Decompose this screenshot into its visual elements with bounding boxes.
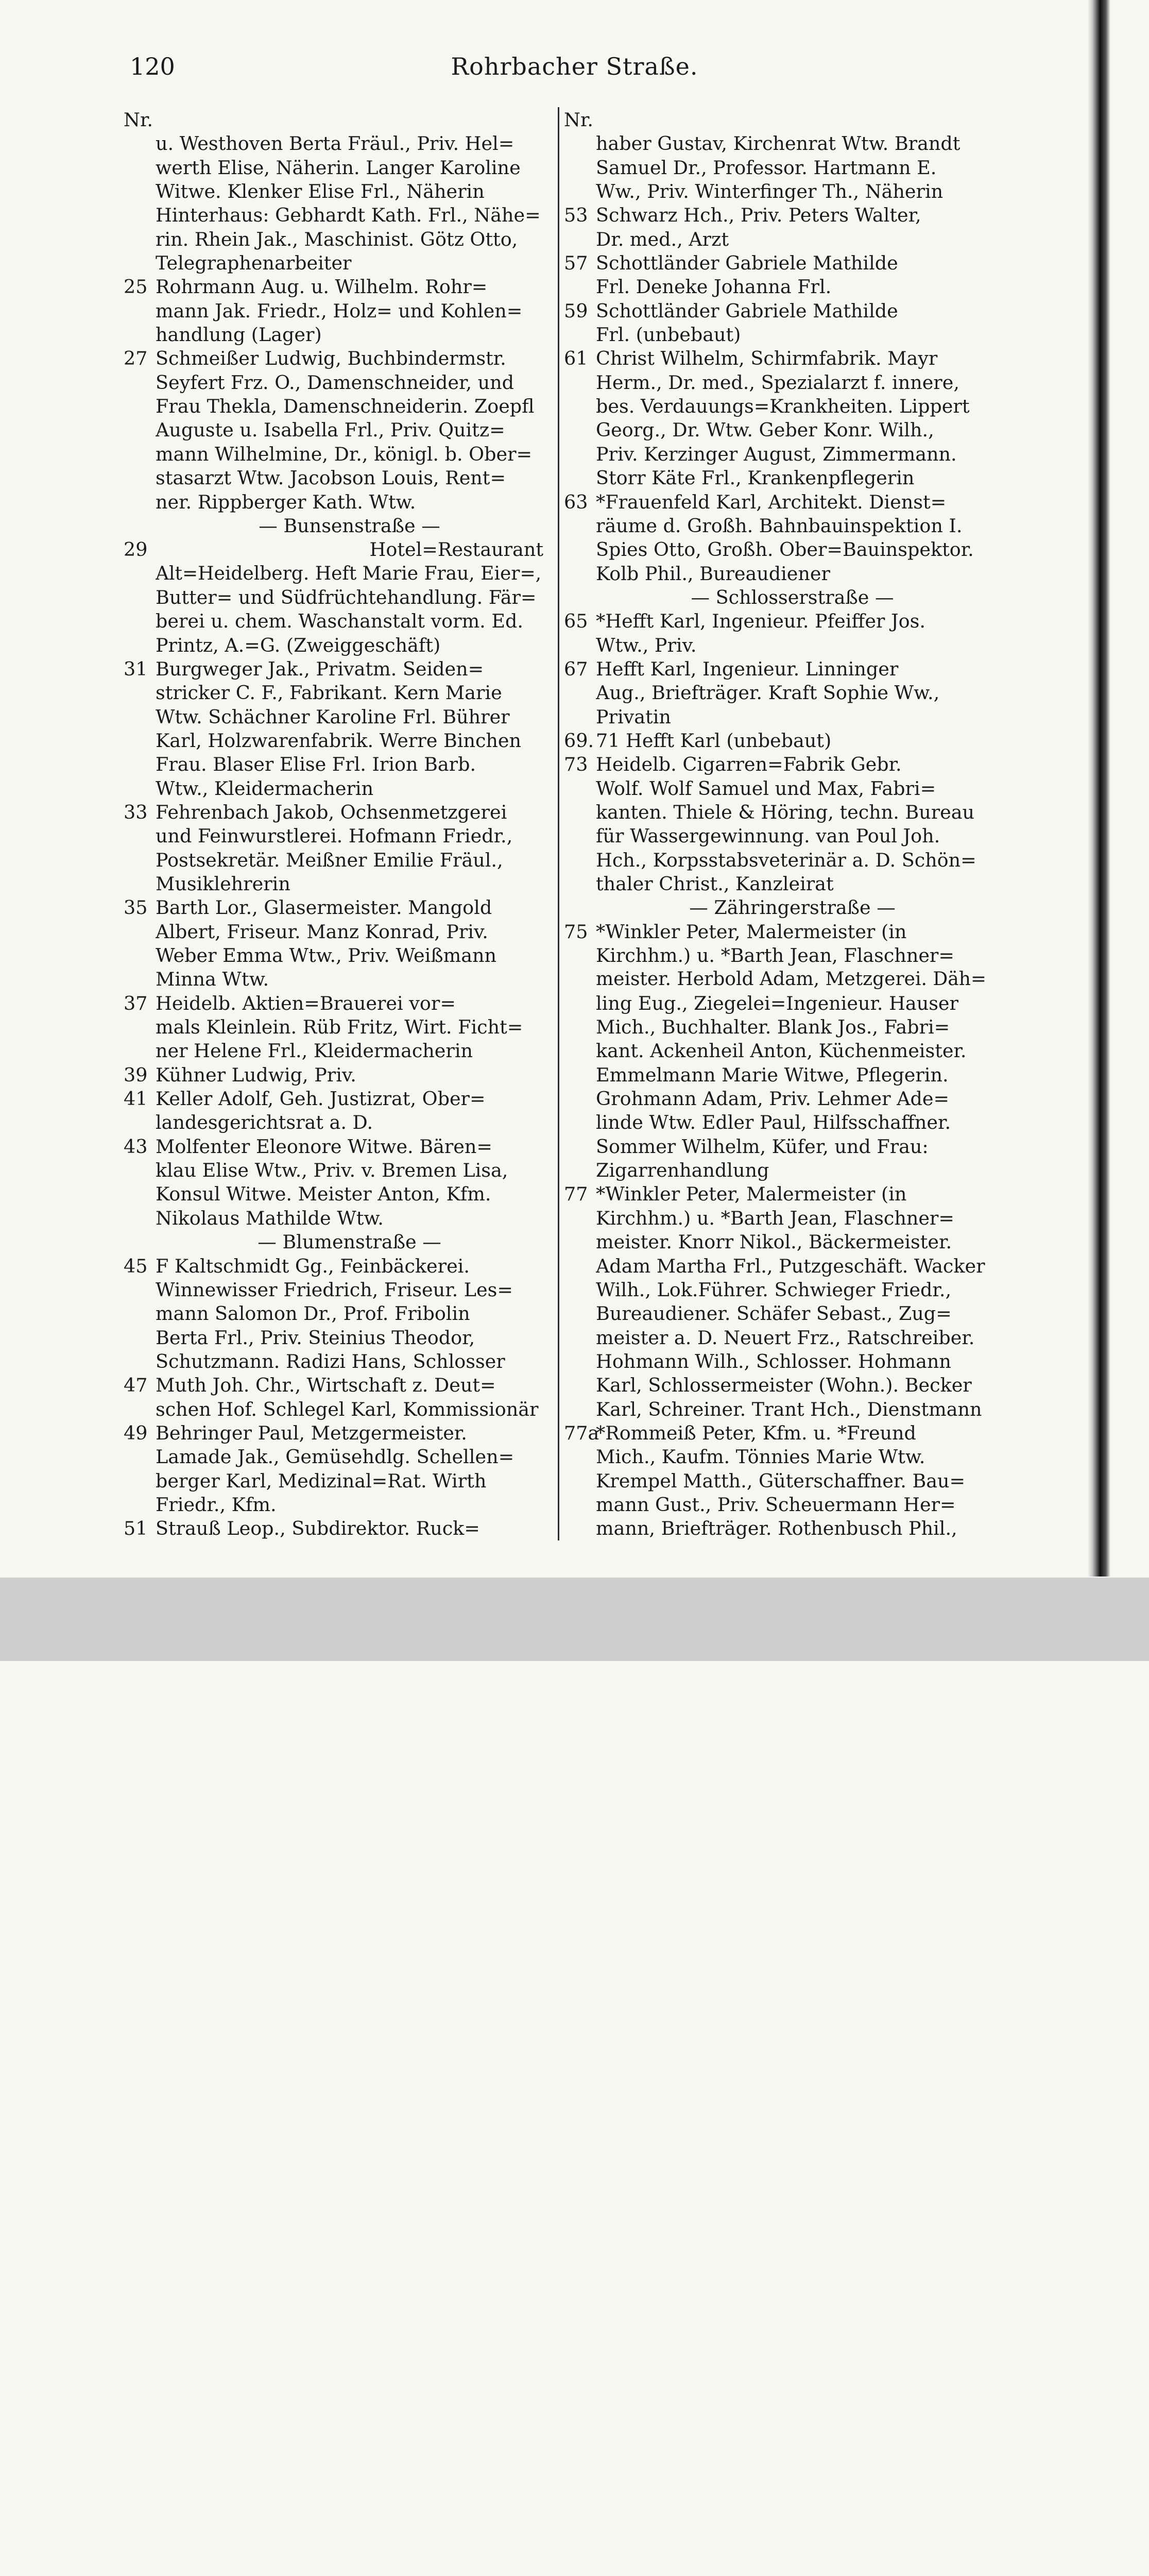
entry-text: Frau. Blaser Elise Frl. Irion Barb. <box>156 753 476 776</box>
entry-line <box>564 538 989 562</box>
entry-text: Postsekretär. Meißner Emilie Fräul., <box>156 849 503 871</box>
entry-text: mann Salomon Dr., Prof. Fribolin <box>156 1302 470 1325</box>
entry-line <box>124 753 543 776</box>
entry-line <box>564 1255 989 1278</box>
entry-text: Spies Otto, Großh. Ober=Bauinspektor. <box>596 538 974 561</box>
entry-line <box>564 1015 989 1039</box>
entry-text: Hohmann Wilh., Schlosser. Hohmann <box>596 1350 951 1372</box>
entry-line <box>564 204 989 227</box>
entry-text: bes. Verdauungs=Krankheiten. Lippert <box>596 395 970 418</box>
entry-line <box>124 681 543 705</box>
entry-line <box>124 777 543 801</box>
entry-text: — Zähringerstraße — <box>689 896 896 919</box>
entry-text: kanten. Thiele & Höring, techn. Bureau <box>596 801 975 823</box>
entry-line <box>124 609 543 633</box>
entry-text: stricker C. F., Fabrikant. Kern Marie <box>156 682 502 704</box>
entry-text: — Bunsenstraße — <box>259 514 440 537</box>
house-number: 63 <box>564 490 588 513</box>
entry-text: und Feinwurstlerei. Hofmann Friedr., <box>156 825 513 848</box>
entry-line <box>564 1398 989 1421</box>
street-heading <box>564 586 989 609</box>
entry-line <box>124 586 543 609</box>
entry-text: Dr. med., Arzt <box>596 228 729 250</box>
entry-text: Keller Adolf, Geh. Justizrat, Ober= <box>156 1088 486 1110</box>
entry-line <box>564 443 989 466</box>
entry-line <box>564 968 989 991</box>
entry-line <box>124 920 543 944</box>
entry-text: schen Hof. Schlegel Karl, Kommissionär <box>156 1398 539 1420</box>
entry-text: Samuel Dr., Professor. Hartmann E. <box>596 156 937 179</box>
house-number: 25 <box>124 276 148 298</box>
entry-line <box>564 132 989 156</box>
entry-text: Nikolaus Mathilde Wtw. <box>156 1207 384 1229</box>
entry-line <box>124 1302 543 1326</box>
entry-text: Schwarz Hch., Priv. Peters Walter, <box>596 204 921 227</box>
entry-line <box>564 872 989 896</box>
house-number: 47 <box>124 1374 148 1397</box>
entry-text: berei u. chem. Waschanstalt vorm. Ed. <box>156 610 523 633</box>
entry-text: *Winkler Peter, Malermeister (in <box>596 920 907 943</box>
entry-line <box>124 824 543 848</box>
entry-line <box>124 944 543 968</box>
entry-line <box>564 1445 989 1469</box>
footer-bar <box>0 1578 1149 1661</box>
entry-text: Behringer Paul, Metzgermeister. <box>156 1421 467 1444</box>
entry-text: Kirchhm.) u. *Barth Jean, Flaschner= <box>596 944 954 967</box>
entry-text: Schottländer Gabriele Mathilde <box>596 299 898 322</box>
street-heading <box>124 514 543 538</box>
entry-line <box>124 1445 543 1469</box>
entry-text: Berta Frl., Priv. Steinius Theodor, <box>156 1326 475 1349</box>
entry-text: Sommer Wilhelm, Küfer, und Frau: <box>596 1135 929 1158</box>
entry-text: ner. Rippberger Kath. Wtw. <box>156 490 416 513</box>
entry-text: *Rommeiß Peter, Kfm. u. *Freund <box>596 1421 916 1444</box>
entry-text: 71 Hefft Karl (unbebaut) <box>596 729 832 752</box>
entry-line <box>564 634 989 657</box>
entry-text: Grohmann Adam, Priv. Lehmer Ade= <box>596 1088 950 1110</box>
entry-line <box>124 872 543 896</box>
entry-text: mann, Briefträger. Rothenbusch Phil., <box>596 1517 957 1540</box>
entry-line <box>564 395 989 418</box>
entry-text: berger Karl, Medizinal=Rat. Wirth <box>156 1469 487 1492</box>
house-number: 77 <box>564 1183 588 1206</box>
entry-line <box>124 347 543 370</box>
entry-line <box>564 466 989 490</box>
entry-text: Krempel Matth., Güterschaffner. Bau= <box>596 1469 966 1492</box>
entry-text: Konsul Witwe. Meister Anton, Kfm. <box>156 1183 491 1206</box>
entry-text: F Kaltschmidt Gg., Feinbäckerei. <box>156 1255 470 1277</box>
entry-line <box>124 132 543 156</box>
entry-line <box>564 1517 989 1540</box>
entry-line <box>564 729 989 753</box>
house-number: 39 <box>124 1063 148 1086</box>
entry-text: *Frauenfeld Karl, Architekt. Dienst= <box>596 490 947 513</box>
house-number: 31 <box>124 657 148 680</box>
entry-line <box>564 1493 989 1517</box>
entry-line <box>124 418 543 442</box>
entry-text: Butter= und Südfrüchtehandlung. Fär= <box>156 586 537 608</box>
entry-text: kant. Ackenheil Anton, Küchenmeister. <box>596 1040 967 1062</box>
entry-line <box>124 275 543 299</box>
entry-line <box>124 1182 543 1206</box>
entry-line <box>564 777 989 801</box>
entry-line <box>564 1469 989 1493</box>
entry-line <box>124 657 543 681</box>
entry-text: Strauß Leop., Subdirektor. Ruck= <box>156 1517 480 1540</box>
entry-line <box>564 1421 989 1445</box>
entry-line <box>124 1135 543 1159</box>
house-number: Nr. <box>564 109 593 131</box>
page-number: 120 <box>130 53 175 80</box>
entry-text: ner Helene Frl., Kleidermacherin <box>156 1040 473 1062</box>
entry-text: Lamade Jak., Gemüsehdlg. Schellen= <box>156 1446 515 1468</box>
entry-text: Kirchhm.) u. *Barth Jean, Flaschner= <box>596 1207 954 1229</box>
entry-text: Rohrmann Aug. u. Wilhelm. Rohr= <box>156 276 488 298</box>
entry-text: Hinterhaus: Gebhardt Kath. Frl., Nähe= <box>156 204 541 227</box>
entry-line <box>124 443 543 466</box>
entry-line <box>124 705 543 729</box>
entry-line <box>124 180 543 204</box>
entry-line <box>564 681 989 705</box>
house-number: 49 <box>124 1421 148 1444</box>
entry-text: Kühner Ludwig, Priv. <box>156 1063 356 1086</box>
house-number: 29 <box>124 538 148 561</box>
entry-line <box>564 944 989 968</box>
entry-line <box>564 1111 989 1134</box>
entry-line <box>564 562 989 586</box>
entry-line <box>564 1278 989 1302</box>
entry-text: linde Wtw. Edler Paul, Hilfsschaffner. <box>596 1111 951 1134</box>
entry-line <box>124 1350 543 1374</box>
entry-line <box>564 180 989 204</box>
entry-text: Musiklehrerin <box>156 873 290 895</box>
entry-text: Karl, Holzwarenfabrik. Werre Binchen <box>156 729 522 752</box>
scan-edge-shadow <box>1088 0 1110 1577</box>
entry-line <box>564 108 989 132</box>
entry-line <box>124 896 543 920</box>
entry-text: Auguste u. Isabella Frl., Priv. Quitz= <box>156 419 505 442</box>
entry-line <box>564 228 989 251</box>
entry-line <box>564 156 989 180</box>
entry-line <box>124 204 543 227</box>
entry-line <box>124 323 543 347</box>
house-number: 51 <box>124 1517 148 1540</box>
house-number: 75 <box>564 920 588 943</box>
house-number: 59 <box>564 299 588 322</box>
entry-text: haber Gustav, Kirchenrat Wtw. Brandt <box>596 132 961 155</box>
house-number: 53 <box>564 204 588 227</box>
entry-text: Fehrenbach Jakob, Ochsenmetzgerei <box>156 801 507 823</box>
entry-line <box>564 753 989 776</box>
entry-text: Bureaudiener. Schäfer Sebast., Zug= <box>596 1302 952 1325</box>
entry-line <box>564 1159 989 1182</box>
entry-line <box>564 1135 989 1159</box>
entry-line <box>124 1469 543 1493</box>
entry-text: mals Kleinlein. Rüb Fritz, Wirt. Ficht= <box>156 1016 523 1039</box>
entry-text: mann Gust., Priv. Scheuermann Her= <box>596 1493 956 1516</box>
entry-text: Schmeißer Ludwig, Buchbindermstr. <box>156 347 506 370</box>
entry-line <box>124 634 543 657</box>
entry-text: Kolb Phil., Bureaudiener <box>596 562 830 585</box>
house-number: 67 <box>564 657 588 680</box>
entry-line <box>124 466 543 490</box>
entry-line <box>564 657 989 681</box>
entry-text: u. Westhoven Berta Fräul., Priv. Hel= <box>156 132 515 155</box>
street-heading <box>124 1230 543 1254</box>
entry-line <box>124 395 543 418</box>
house-number: 27 <box>124 347 148 370</box>
entry-text: mann Wilhelmine, Dr., königl. b. Ober= <box>156 443 533 465</box>
entry-line <box>564 418 989 442</box>
house-number: 73 <box>564 753 588 776</box>
entry-line <box>124 1255 543 1278</box>
entry-text: meister. Herbold Adam, Metzgerei. Däh= <box>596 969 987 990</box>
entry-text: thaler Christ., Kanzleirat <box>596 873 834 895</box>
entry-line <box>124 562 543 586</box>
entry-line <box>564 514 989 538</box>
entry-line <box>124 1087 543 1111</box>
entry-line <box>124 1493 543 1517</box>
entry-line <box>124 801 543 824</box>
house-number: 45 <box>124 1255 148 1277</box>
entry-text: Wolf. Wolf Samuel und Max, Fabri= <box>596 777 936 800</box>
entry-text: Schottländer Gabriele Mathilde <box>596 252 898 275</box>
entry-line <box>564 824 989 848</box>
entry-line <box>124 1111 543 1134</box>
entry-line <box>564 1063 989 1087</box>
entry-text: Mich., Kaufm. Tönnies Marie Wtw. <box>596 1446 925 1468</box>
entry-text: Frl. Deneke Johanna Frl. <box>596 276 832 298</box>
entry-text: Hefft Karl, Ingenieur. Linninger <box>596 657 899 680</box>
house-number: 37 <box>124 992 148 1014</box>
entry-line <box>564 609 989 633</box>
house-number: 61 <box>564 347 588 370</box>
entry-line <box>124 156 543 180</box>
entry-text: werth Elise, Näherin. Langer Karoline <box>156 156 521 179</box>
entry-text: Wtw., Priv. <box>596 634 697 656</box>
house-number: 33 <box>124 801 148 823</box>
house-number: 43 <box>124 1135 148 1158</box>
entry-text: *Winkler Peter, Malermeister (in <box>596 1183 907 1206</box>
entry-line <box>124 1517 543 1540</box>
entry-text: Hotel=Restaurant <box>369 538 543 561</box>
entry-line <box>564 1039 989 1063</box>
entry-text: Emmelmann Marie Witwe, Pflegerin. <box>596 1063 949 1086</box>
entry-line <box>124 228 543 251</box>
entry-text: Aug., Briefträger. Kraft Sophie Ww., <box>596 682 940 704</box>
entry-line <box>124 1421 543 1445</box>
entry-line <box>124 299 543 323</box>
entry-text: handlung (Lager) <box>156 324 322 346</box>
entry-line <box>124 992 543 1015</box>
entry-line <box>564 1207 989 1230</box>
column-divider <box>558 107 559 1540</box>
entry-text: — Blumenstraße — <box>258 1231 441 1253</box>
entry-text: Telegraphenarbeiter <box>156 252 352 275</box>
house-number: 77a <box>564 1421 599 1444</box>
entry-text: Friedr., Kfm. <box>156 1493 277 1516</box>
entry-text: Heidelb. Cigarren=Fabrik Gebr. <box>596 753 902 776</box>
entry-text: Karl, Schlossermeister (Wohn.). Becker <box>596 1374 972 1397</box>
street-heading <box>564 896 989 920</box>
entry-text: — Schlosserstraße — <box>691 586 894 608</box>
entry-text: Storr Käte Frl., Krankenpflegerin <box>596 467 915 489</box>
entry-line <box>124 1159 543 1182</box>
page-title: Rohrbacher Straße. <box>451 53 698 80</box>
entry-line <box>124 490 543 514</box>
entry-line <box>124 1374 543 1397</box>
entry-line <box>124 538 543 562</box>
entry-line <box>124 1207 543 1230</box>
entry-text: Molfenter Eleonore Witwe. Bären= <box>156 1135 492 1158</box>
entry-text: Christ Wilhelm, Schirmfabrik. Mayr <box>596 347 938 370</box>
entry-line <box>564 1374 989 1397</box>
entry-text: mann Jak. Friedr., Holz= und Kohlen= <box>156 299 523 322</box>
entry-text: Barth Lor., Glasermeister. Mangold <box>156 896 492 919</box>
entry-line <box>124 251 543 275</box>
entry-line <box>564 299 989 323</box>
entry-text: rin. Rhein Jak., Maschinist. Götz Otto, <box>156 228 518 250</box>
entry-text: Ww., Priv. Winterfinger Th., Näherin <box>596 180 944 203</box>
entry-text: Winnewisser Friedrich, Friseur. Les= <box>156 1278 513 1301</box>
entry-text: Seyfert Frz. O., Damenschneider, und <box>156 371 515 394</box>
entry-text: Zigarrenhandlung <box>596 1159 769 1182</box>
entry-text: Wtw. Schächner Karoline Frl. Bührer <box>156 705 510 728</box>
entry-line <box>124 1063 543 1087</box>
entry-text: Wtw., Kleidermacherin <box>156 777 374 800</box>
entry-line <box>124 968 543 991</box>
entry-text: Schutzmann. Radizi Hans, Schlosser <box>156 1350 505 1372</box>
entry-text: Frl. (unbebaut) <box>596 324 741 346</box>
entry-line <box>564 1326 989 1350</box>
entry-text: Priv. Kerzinger August, Zimmermann. <box>596 443 957 465</box>
entry-line <box>564 371 989 395</box>
right-column <box>564 108 989 1541</box>
house-number: 57 <box>564 252 588 275</box>
entry-line <box>124 1039 543 1063</box>
entry-line <box>564 275 989 299</box>
entry-line <box>564 920 989 944</box>
house-number: 69. <box>564 729 594 752</box>
entry-line <box>124 1326 543 1350</box>
entry-text: Herm., Dr. med., Spezialarzt f. innere, <box>596 371 959 394</box>
entry-text: Mich., Buchhalter. Blank Jos., Fabri= <box>596 1016 950 1039</box>
entry-text: Albert, Friseur. Manz Konrad, Priv. <box>156 920 488 943</box>
house-number: 35 <box>124 896 148 919</box>
entry-line <box>564 705 989 729</box>
entry-text: Printz, A.=G. (Zweiggeschäft) <box>156 634 441 656</box>
entry-line <box>564 992 989 1015</box>
entry-line <box>564 347 989 370</box>
entry-line <box>564 1230 989 1254</box>
entry-line <box>124 1278 543 1302</box>
entry-line <box>564 1182 989 1206</box>
entry-text: klau Elise Wtw., Priv. v. Bremen Lisa, <box>156 1159 508 1182</box>
entry-text: landesgerichtsrat a. D. <box>156 1111 373 1134</box>
entry-text: Karl, Schreiner. Trant Hch., Dienstmann <box>596 1398 982 1420</box>
entry-text: räume d. Großh. Bahnbauinspektion I. <box>596 514 963 537</box>
entry-text: stasarzt Wtw. Jacobson Louis, Rent= <box>156 467 506 489</box>
entry-line <box>564 490 989 514</box>
entry-line <box>124 1398 543 1421</box>
entry-text: Hch., Korpsstabsveterinär a. D. Schön= <box>596 849 976 871</box>
entry-line <box>564 1350 989 1374</box>
entry-text: Witwe. Klenker Elise Frl., Näherin <box>156 180 485 203</box>
left-column <box>124 108 543 1541</box>
entry-line <box>124 729 543 753</box>
entry-text: meister a. D. Neuert Frz., Ratschreiber. <box>596 1326 975 1349</box>
entry-line <box>564 801 989 824</box>
entry-text: ling Eug., Ziegelei=Ingenieur. Hauser <box>596 992 958 1014</box>
entry-line <box>564 849 989 872</box>
entry-text: Weber Emma Wtw., Priv. Weißmann <box>156 944 497 967</box>
entry-line <box>124 108 543 132</box>
entry-line <box>124 849 543 872</box>
entry-text: Alt=Heidelberg. Heft Marie Frau, Eier=, <box>156 563 542 584</box>
entry-line <box>124 371 543 395</box>
entry-text: Minna Wtw. <box>156 968 269 991</box>
house-number: Nr. <box>124 109 153 131</box>
entry-text: Adam Martha Frl., Putzgeschäft. Wacker <box>596 1255 985 1277</box>
entry-text: Georg., Dr. Wtw. Geber Konr. Wilh., <box>596 419 934 442</box>
house-number: 41 <box>124 1088 148 1110</box>
entry-line <box>564 323 989 347</box>
entry-text: Heidelb. Aktien=Brauerei vor= <box>156 992 456 1014</box>
entry-text: Wilh., Lok.Führer. Schwieger Friedr., <box>596 1278 952 1301</box>
house-number: 65 <box>564 610 588 633</box>
entry-line <box>124 1015 543 1039</box>
entry-line <box>564 1087 989 1111</box>
entry-text: meister. Knorr Nikol., Bäckermeister. <box>596 1231 952 1253</box>
entry-text: Muth Joh. Chr., Wirtschaft z. Deut= <box>156 1374 496 1397</box>
entry-text: Frau Thekla, Damenschneiderin. Zoepfl <box>156 395 535 418</box>
entry-line <box>564 1302 989 1326</box>
entry-text: Burgweger Jak., Privatm. Seiden= <box>156 657 484 680</box>
entry-text: Privatin <box>596 705 671 728</box>
entry-text: für Wassergewinnung. van Poul Joh. <box>596 825 940 848</box>
entry-line <box>564 251 989 275</box>
entry-text: *Hefft Karl, Ingenieur. Pfeiffer Jos. <box>596 610 925 633</box>
